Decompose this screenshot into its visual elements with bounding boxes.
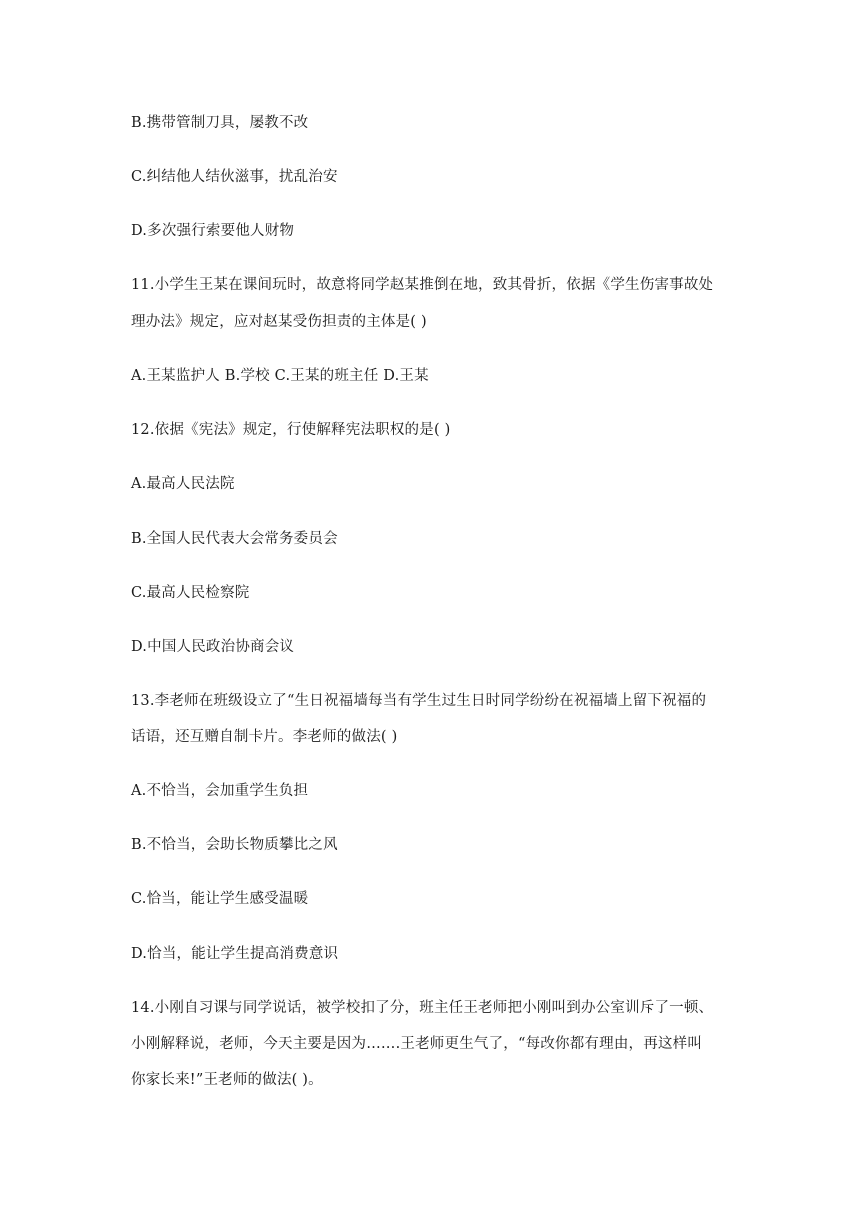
q14-stem-line-1: 14.小刚自习课与同学说话，被学校扣了分，班主任王老师把小刚叫到办公室训斥了一顿、 [131,1000,714,1016]
q12-option-d: D.中国人民政治协商会议 [131,639,295,655]
q14-stem-line-3: 你家长来!”王老师的做法( )。 [131,1072,323,1088]
q11-stem-line-1: 11.小学生王某在课间玩时，故意将同学赵某推倒在地，致其骨折，依据《学生伤害事故处 [131,277,714,293]
q12-stem: 12.依据《宪法》规定，行使解释宪法职权的是( ) [131,422,451,438]
q10-option-d: D.多次强行索要他人财物 [131,223,295,239]
q13-option-a: A.不恰当，会加重学生负担 [131,783,309,799]
q10-option-b: B.携带管制刀具，屡教不改 [131,115,309,131]
q13-stem-line-1: 13.李老师在班级设立了“生日祝福墙每当有学生过生日时同学纷纷在祝福墙上留下祝福的 [131,693,707,709]
q13-option-d: D.恰当，能让学生提高消费意识 [131,946,339,962]
q12-option-c: C.最高人民检察院 [131,585,250,601]
q13-option-c: C.恰当，能让学生感受温暖 [131,891,309,907]
q13-stem-line-2: 话语，还互赠自制卡片。李老师的做法( ) [131,729,398,745]
q12-option-a: A.最高人民法院 [131,476,235,492]
q11-stem-line-2: 理办法》规定，应对赵某受伤担责的主体是( ) [131,314,427,330]
q11-options: A.王某监护人 B.学校 C.王某的班主任 D.王某 [131,368,429,384]
q10-option-c: C.纠结他人结伙滋事，扰乱治安 [131,169,338,185]
q14-stem-line-2: 小刚解释说，老师，今天主要是因为…….王老师更生气了，“每改你都有理由，再这样叫 [131,1036,703,1052]
q12-option-b: B.全国人民代表大会常务委员会 [131,531,338,547]
q13-option-b: B.不恰当，会助长物质攀比之风 [131,837,338,853]
